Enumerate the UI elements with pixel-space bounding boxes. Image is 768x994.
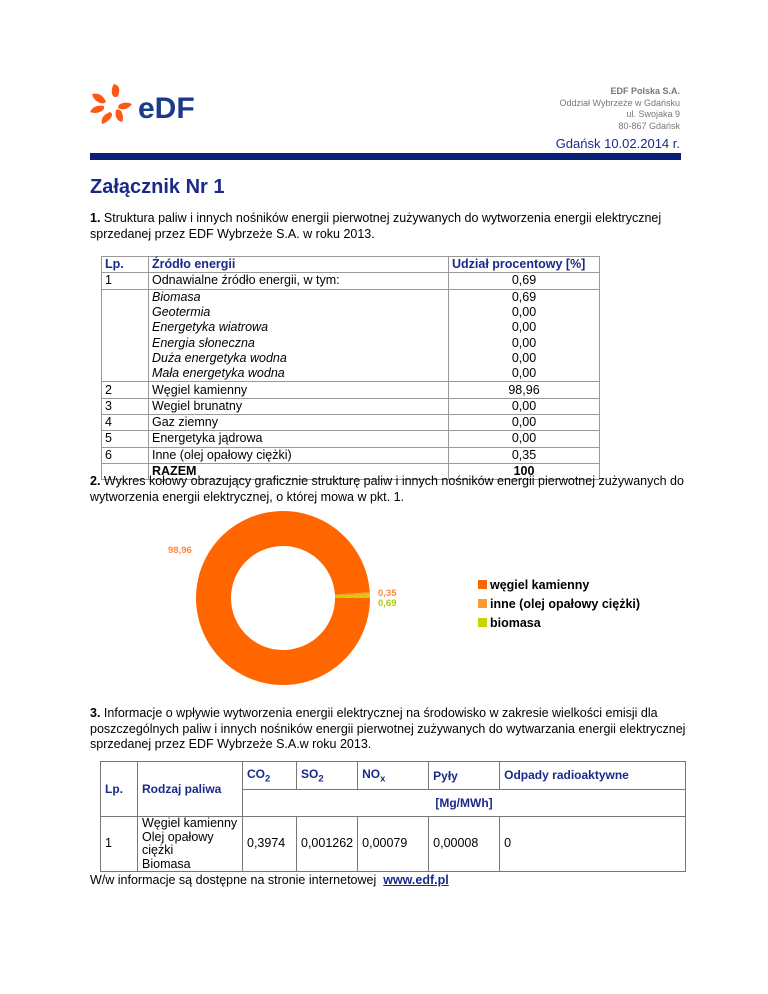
table-row <box>102 382 600 398</box>
document-date: Gdańsk 10.02.2014 r. <box>555 136 680 151</box>
cell-lp: 1 <box>102 273 149 289</box>
emissions-table <box>100 761 686 872</box>
donut-chart <box>150 500 470 700</box>
cell-value: 0,00 <box>449 351 600 366</box>
cell-value: 100 <box>449 463 600 479</box>
table-row: 1 Węgiel kamienny Olej opałowy ciężki Biomasa 0,3974 0,001262 0,00079 0,00008 0 <box>101 817 686 872</box>
cell-name: Energetyka jądrowa <box>149 431 449 447</box>
cell-value: 0,00 <box>449 366 600 382</box>
cell-value: 0,00 <box>449 305 600 320</box>
table-row <box>102 351 600 366</box>
slice-0 <box>196 511 370 685</box>
table1-header: Źródło energii <box>149 257 449 273</box>
cell-lp <box>102 289 149 305</box>
table-row <box>102 447 600 463</box>
cell-name: Węgiel kamienny <box>149 382 449 398</box>
cell-name: Wegiel brunatny <box>149 398 449 414</box>
table-row <box>102 335 600 350</box>
legend-swatch <box>478 618 487 627</box>
logo-wordmark: eDF <box>138 92 195 125</box>
cell-lp: 4 <box>102 414 149 430</box>
header-divider <box>90 153 681 160</box>
table-row <box>102 431 600 447</box>
section-2-text: 2. Wykres kołowy obrazujący graficznie strukturę paliw i innych nośników energii pierwotnej zużywanych do wytworzenia energii elektrycznej, o której mowa w pkt. 1. <box>90 474 684 504</box>
data-label: 98,96 <box>168 545 192 556</box>
company-address: EDF Polska S.A. Oddział Wybrzeże w Gdańsku ul. Swojaka 9 80-867 Gdańsk <box>559 86 680 131</box>
cell-name: Odnawialne źródło energii, w tym: <box>149 273 449 289</box>
edf-logo <box>88 82 228 126</box>
legend-item: węgiel kamienny <box>478 576 640 595</box>
col-fuel: Rodzaj paliwa <box>138 762 243 817</box>
cell-value: 0,00 <box>449 398 600 414</box>
section-1-text: 1. Struktura paliw i innych nośników energii pierwotnej zużywanych do wytworzenia energii elektrycznej sprzedanej przez EDF Wybrzeże S.A. w roku 2013. <box>90 211 662 241</box>
cell-lp <box>102 351 149 366</box>
table-row <box>102 305 600 320</box>
cell-value: 0,00 <box>449 335 600 350</box>
table-row <box>102 289 600 305</box>
table1-header: Udział procentowy [%] <box>449 257 600 273</box>
legend-swatch <box>478 580 487 589</box>
cell-lp <box>102 366 149 382</box>
table-row <box>102 320 600 335</box>
edf-website-link[interactable]: www.edf.pl <box>383 873 449 887</box>
energy-structure-table <box>101 256 600 480</box>
unit-header: [Mg/MWh] <box>243 790 686 817</box>
cell-name: Gaz ziemny <box>149 414 449 430</box>
table-row <box>102 398 600 414</box>
col-pyly: Pyły <box>429 762 500 790</box>
table-row <box>102 414 600 430</box>
cell-value: 0,69 <box>449 289 600 305</box>
legend-item: biomasa <box>478 614 640 633</box>
chart-legend <box>478 576 640 633</box>
section-3-text: 3. Informacje o wpływie wytworzenia energii elektrycznej na środowisko w zakresie wielkości emisji dla poszczególnych paliw i innych nośników energii pierwotnej zużywanych do wytwarzania energii elektrycznej sprzedanej przez EDF Wybrzeże S.A.w roku 2013. <box>90 706 686 751</box>
table-row <box>102 273 600 289</box>
cell-value: 0,69 <box>449 273 600 289</box>
cell-lp: 5 <box>102 431 149 447</box>
cell-name: Mała energetyka wodna <box>149 366 449 382</box>
cell-name: RAZEM <box>149 463 449 479</box>
cell-lp: 3 <box>102 398 149 414</box>
cell-lp <box>102 335 149 350</box>
col-nox: $NO_x$ <box>358 762 429 790</box>
cell-name: Energia słoneczna <box>149 335 449 350</box>
cell-name: Biomasa <box>149 289 449 305</box>
cell-name: Inne (olej opałowy ciężki) <box>149 447 449 463</box>
cell-lp <box>102 305 149 320</box>
col-odpady: Odpady radioaktywne <box>500 762 686 790</box>
cell-name: Geotermia <box>149 305 449 320</box>
cell-lp <box>102 320 149 335</box>
data-label: 0,35 <box>378 588 397 599</box>
cell-value: 0,00 <box>449 414 600 430</box>
data-label: 0,69 <box>378 598 397 609</box>
table-row <box>102 366 600 382</box>
col-co2: $CO_2$ <box>243 762 297 790</box>
legend-item: inne (olej opałowy ciężki) <box>478 595 640 614</box>
cell-value: 98,96 <box>449 382 600 398</box>
legend-swatch <box>478 599 487 608</box>
cell-value: 0,00 <box>449 431 600 447</box>
cell-value: 0,35 <box>449 447 600 463</box>
cell-name: Energetyka wiatrowa <box>149 320 449 335</box>
cell-value: 0,00 <box>449 320 600 335</box>
col-so2: $SO_2$ <box>297 762 358 790</box>
table1-header: Lp. <box>102 257 149 273</box>
col-lp: Lp. <box>101 762 138 817</box>
footer-note: W/w informacje są dostępne na stronie internetowej www.edf.pl <box>90 873 449 887</box>
page-title: Załącznik Nr 1 <box>90 176 225 198</box>
cell-lp: 6 <box>102 447 149 463</box>
cell-lp: 2 <box>102 382 149 398</box>
cell-name: Duża energetyka wodna <box>149 351 449 366</box>
